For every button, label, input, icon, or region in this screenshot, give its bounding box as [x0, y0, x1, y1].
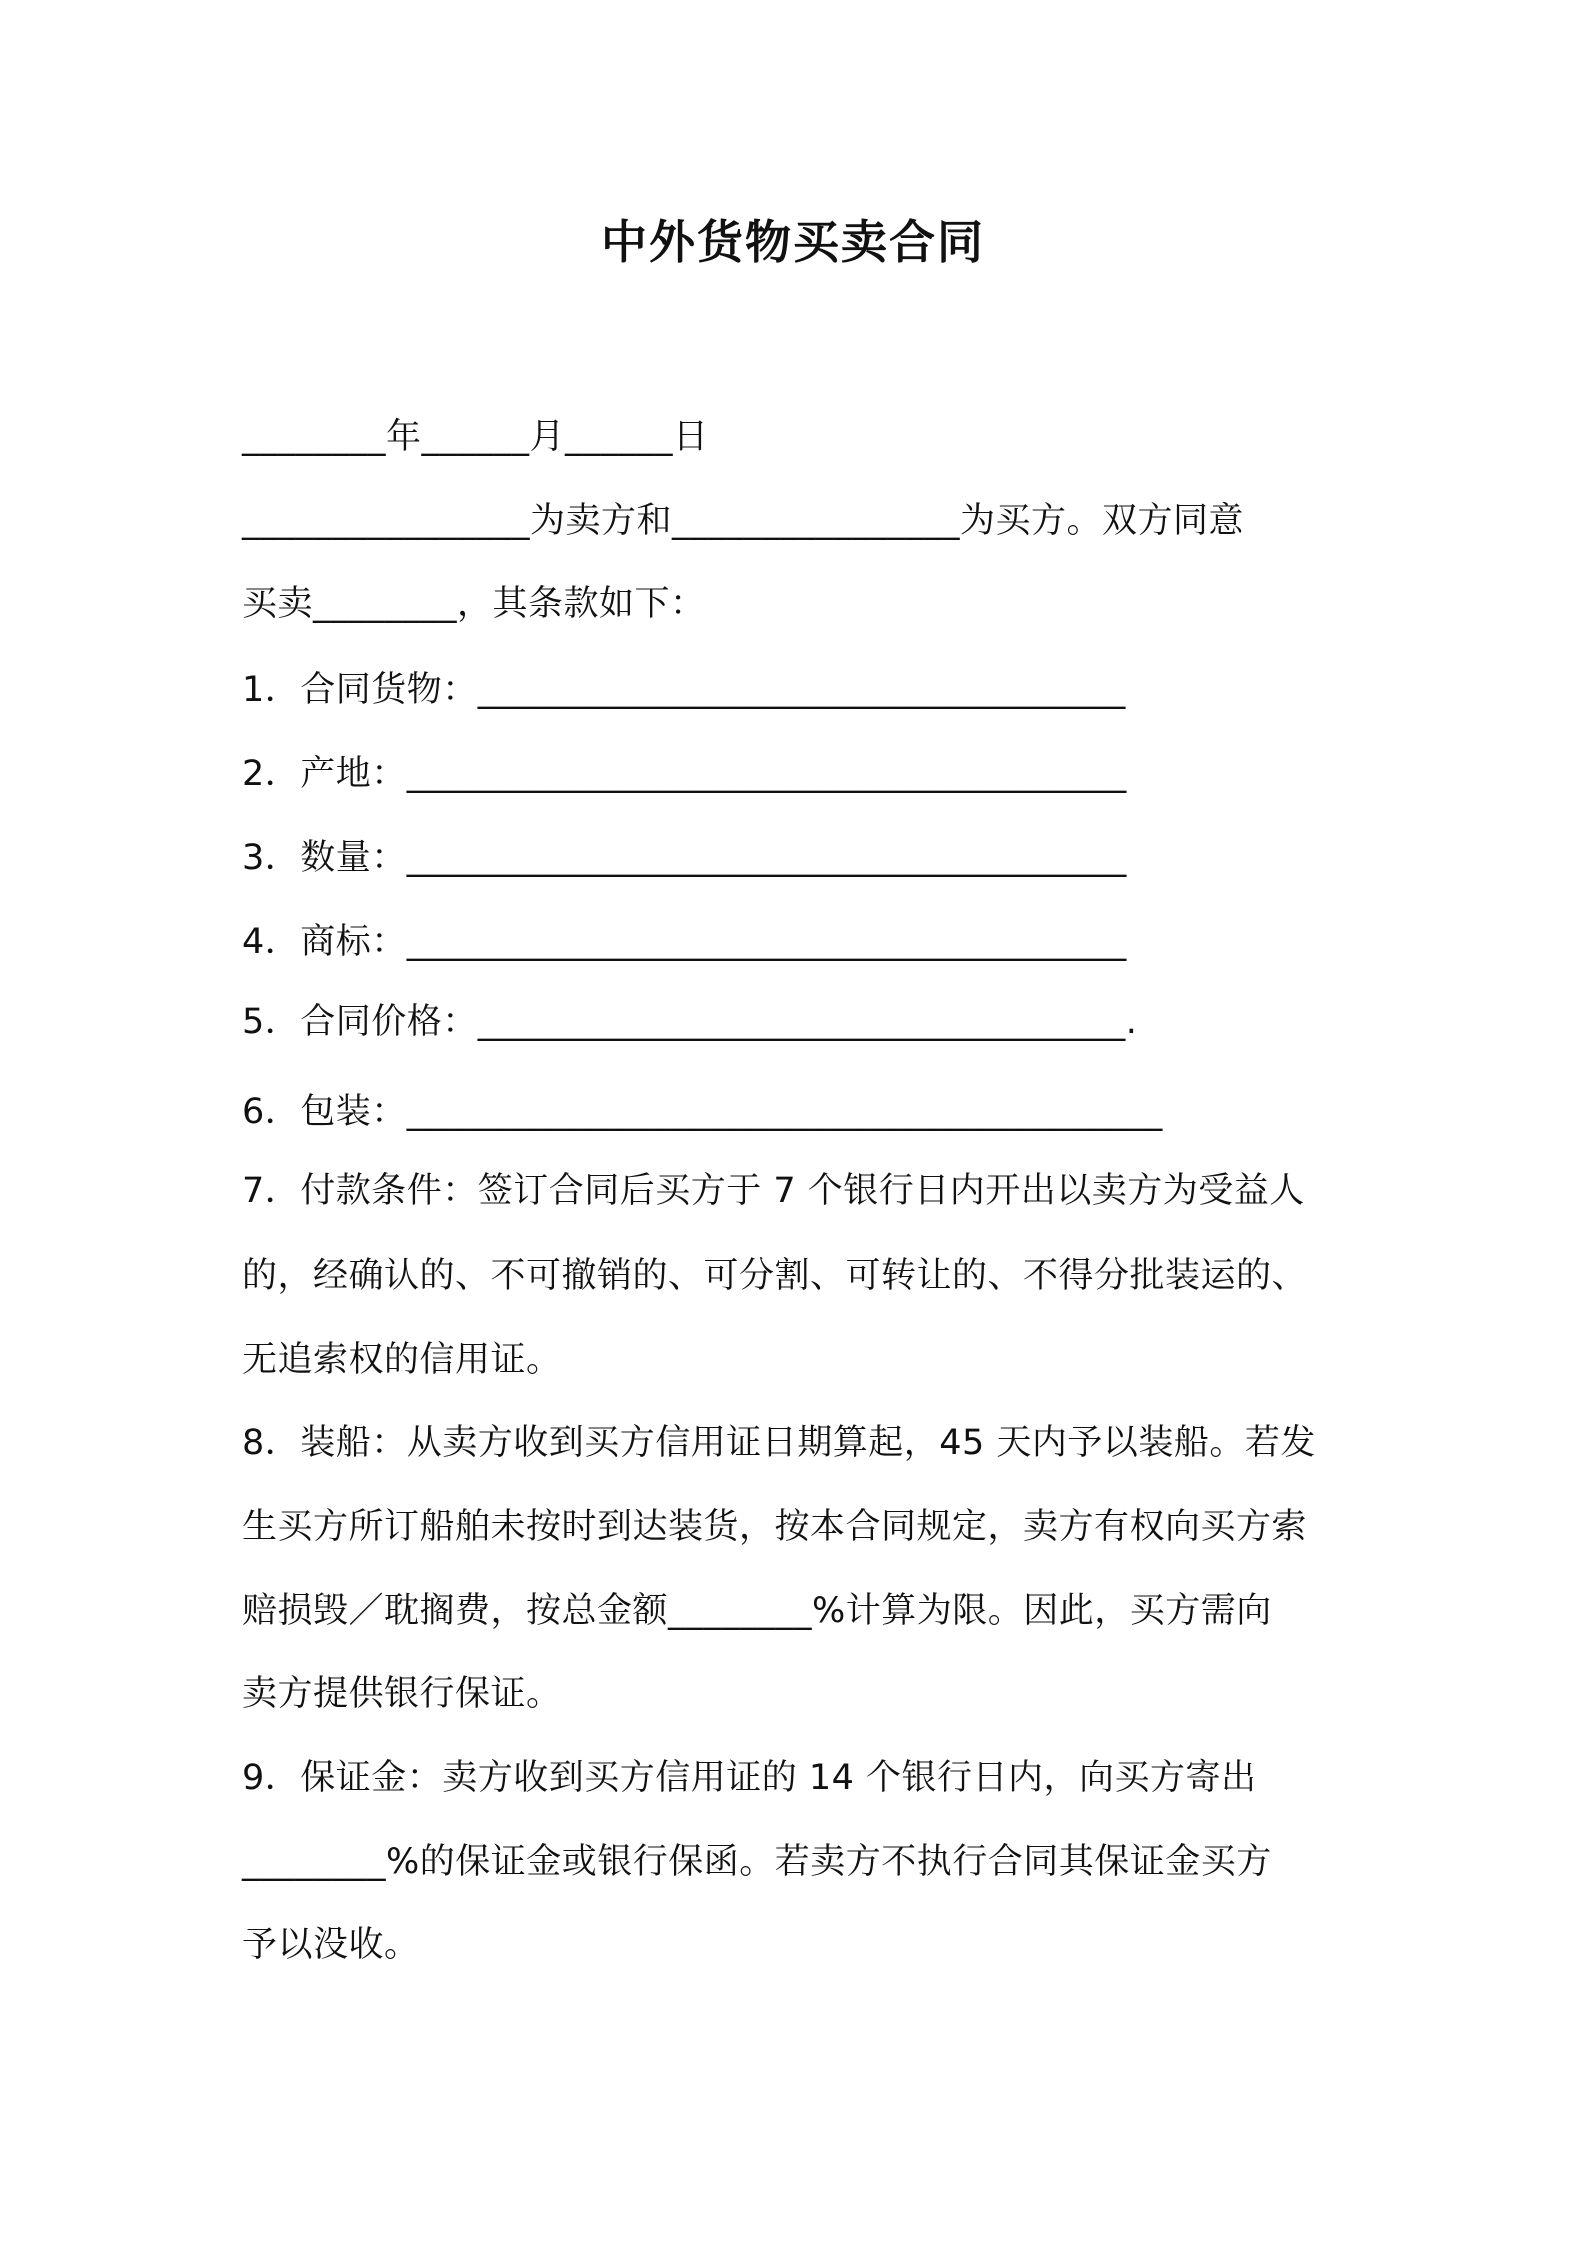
- clause-8-shipment: 8．装船：从卖方收到买方信用证日期算起，45 天内予以装船。若发: [242, 1423, 1316, 1463]
- parties-line-cont: 买卖________，其条款如下：: [242, 584, 706, 624]
- clause-6-packing: 6．包装：__________________________________________: [242, 1092, 1163, 1132]
- clause-9-deposit-cont: ________%的保证金或银行保函。若卖方不执行合同其保证金买方: [242, 1842, 1272, 1882]
- clause-5-price: 5．合同价格：____________________________________.: [242, 1002, 1138, 1042]
- clause-8-shipment-end: 卖方提供银行保证。: [242, 1674, 562, 1714]
- clause-3-quantity: 3．数量：________________________________________: [242, 838, 1127, 878]
- clause-8-shipment-cont: 生买方所订船舶未按时到达装货，按本合同规定，卖方有权向买方索: [242, 1507, 1308, 1547]
- parties-line: ________________为卖方和________________为买方。双方同意: [242, 501, 1245, 541]
- date-line: ________年______月______日: [242, 417, 709, 457]
- clause-7-payment: 7．付款条件：签订合同后买方于 7 个银行日内开出以卖方为受益人: [242, 1171, 1305, 1211]
- clause-4-trademark: 4．商标：________________________________________: [242, 922, 1127, 962]
- document-title: 中外货物买卖合同: [601, 215, 985, 269]
- clause-1-goods: 1．合同货物：____________________________________: [242, 670, 1126, 710]
- clause-9-deposit: 9．保证金：卖方收到买方信用证的 14 个银行日内，向买方寄出: [242, 1758, 1257, 1798]
- clause-7-payment-end: 无追索权的信用证。: [242, 1340, 562, 1380]
- clause-8-shipment-cont2: 赔损毁／耽搁费，按总金额________%计算为限。因此，买方需向: [242, 1591, 1272, 1631]
- clause-7-payment-cont: 的，经确认的、不可撤销的、可分割、可转让的、不得分批装运的、: [242, 1256, 1308, 1296]
- clause-9-deposit-end: 予以没收。: [242, 1925, 420, 1965]
- clause-2-origin: 2．产地：________________________________________: [242, 754, 1127, 794]
